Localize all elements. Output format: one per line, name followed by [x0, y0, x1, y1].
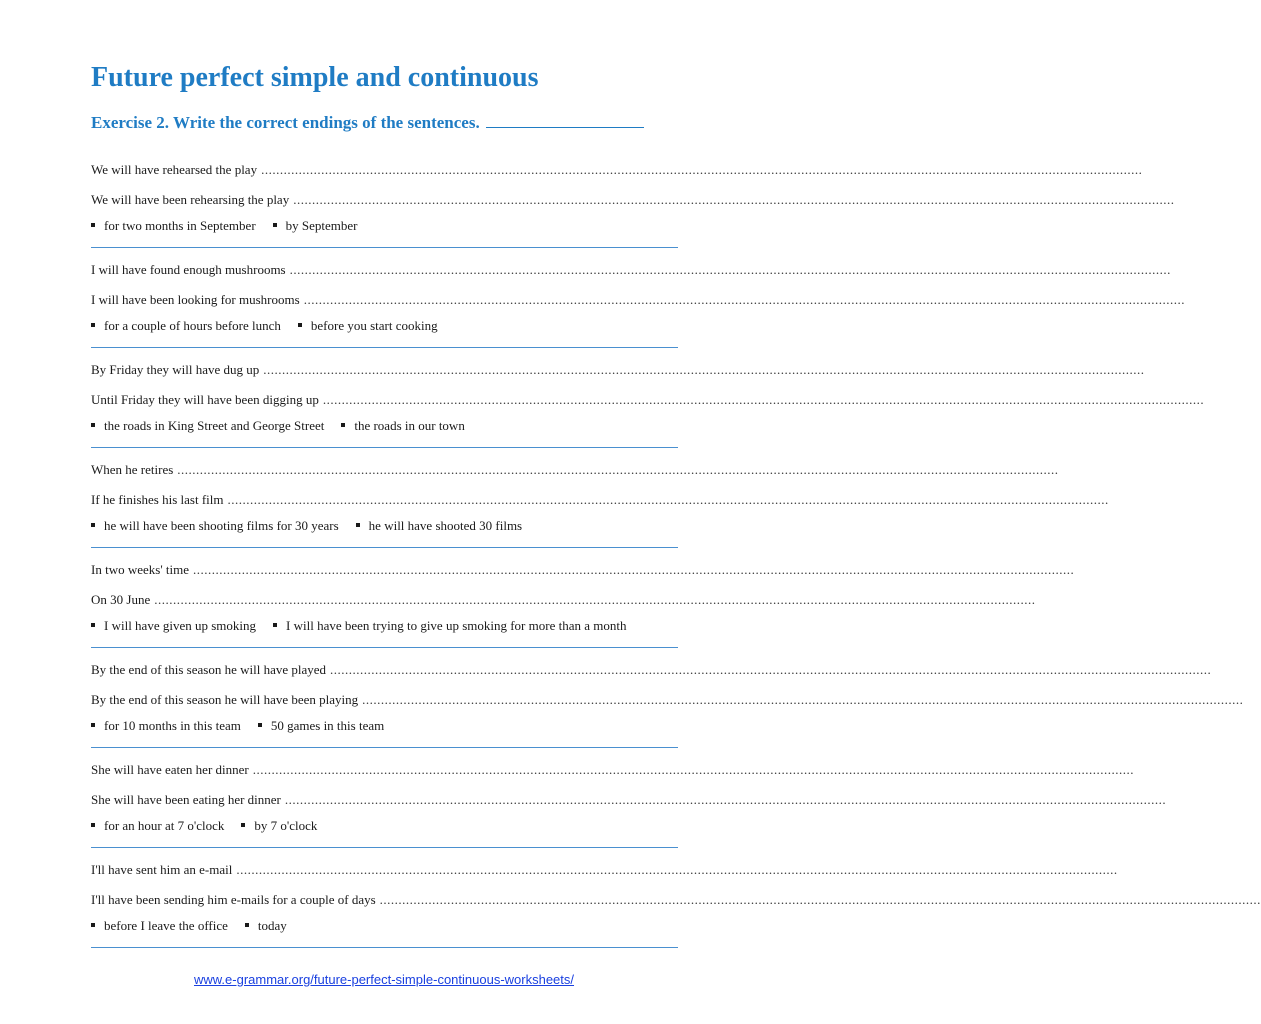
- bullet-icon: [245, 923, 249, 927]
- ending-option: [91, 617, 256, 634]
- footer-link[interactable]: www.e-grammar.org/future-perfect-simple-continuous-worksheets/: [193, 972, 575, 987]
- ending-option-text: for two months in September: [104, 218, 256, 233]
- bullet-icon: [91, 923, 95, 927]
- ending-option-text: 50 games in this team: [270, 718, 385, 733]
- bullet-icon: [91, 823, 95, 827]
- ending-option: [91, 517, 339, 534]
- ending-option: [273, 617, 626, 634]
- ending-option: [245, 917, 287, 934]
- exercise-block: [91, 248, 1185, 348]
- sentence-start: If he finishes his last film: [91, 492, 224, 507]
- ending-option-text: before you start cooking: [310, 318, 438, 333]
- ending-options: [91, 217, 678, 234]
- ending-option: [273, 217, 358, 234]
- ending-option: [341, 417, 464, 434]
- sentence-start: We will have rehearsed the play: [91, 162, 258, 177]
- exercise-heading: [91, 112, 678, 134]
- exercise-list: [91, 153, 1261, 948]
- exercise-block: [91, 748, 1167, 848]
- ending-option-text: I will have given up smoking: [104, 618, 257, 633]
- bullet-icon: [91, 623, 95, 627]
- ending-option: [91, 917, 228, 934]
- answer-blank[interactable]: ...........................................................................................................................................................................................................................................: [289, 262, 1171, 277]
- bullet-icon: [258, 723, 262, 727]
- sentence-line: [91, 691, 1244, 708]
- sentence-start: I'll have been sending him e-mails for a couple of days: [91, 892, 376, 907]
- answer-blank[interactable]: ...........................................................................................................................................................................................................................................: [177, 462, 1059, 477]
- ending-options: [91, 817, 678, 834]
- answer-blank[interactable]: ...........................................................................................................................................................................................................................................: [263, 362, 1145, 377]
- ending-option-text: he will have been shooting films for 30 years: [104, 518, 339, 533]
- ending-option-text: I will have been trying to give up smoking for more than a month: [286, 618, 627, 633]
- answer-blank[interactable]: ...........................................................................................................................................................................................................................................: [293, 192, 1175, 207]
- answer-blank[interactable]: ...........................................................................................................................................................................................................................................: [379, 892, 1261, 907]
- answer-blank[interactable]: ...........................................................................................................................................................................................................................................: [236, 862, 1118, 877]
- answer-blank[interactable]: ...........................................................................................................................................................................................................................................: [362, 692, 1244, 707]
- sentence-start: We will have been rehearsing the play: [91, 192, 290, 207]
- sentence-line: [91, 561, 1075, 578]
- exercise-block: [91, 153, 1175, 248]
- bullet-icon: [91, 223, 95, 227]
- ending-option: [91, 817, 224, 834]
- bullet-icon: [91, 723, 95, 727]
- sentence-line: [91, 891, 1261, 908]
- answer-blank[interactable]: ...........................................................................................................................................................................................................................................: [261, 162, 1143, 177]
- sentence-start: By Friday they will have dug up: [91, 362, 260, 377]
- ending-option: [298, 317, 438, 334]
- bullet-icon: [241, 823, 245, 827]
- sentence-start: By the end of this season he will have played: [91, 662, 327, 677]
- page-title: Future perfect simple and continuous: [91, 62, 539, 93]
- answer-blank[interactable]: ...........................................................................................................................................................................................................................................: [330, 662, 1212, 677]
- sentence-start: I will have been looking for mushrooms: [91, 292, 300, 307]
- exercise-block: [91, 648, 1244, 748]
- ending-options: [91, 717, 678, 734]
- ending-option-text: for an hour at 7 o'clock: [104, 818, 225, 833]
- ending-options: [91, 517, 678, 534]
- bullet-icon: [356, 523, 360, 527]
- exercise-block: [91, 848, 1261, 948]
- bullet-icon: [91, 523, 95, 527]
- ending-options: [91, 417, 678, 434]
- ending-option-text: by September: [285, 218, 358, 233]
- bullet-icon: [91, 423, 95, 427]
- ending-option: [241, 817, 317, 834]
- sentence-line: [91, 291, 1185, 308]
- heading-blank-line: [486, 112, 644, 128]
- sentence-line: [91, 491, 1109, 508]
- sentence-line: [91, 191, 1175, 208]
- sentence-line: [91, 591, 1036, 608]
- ending-option: [258, 717, 384, 734]
- answer-blank[interactable]: ...........................................................................................................................................................................................................................................: [252, 762, 1134, 777]
- exercise-heading-text: Exercise 2. Write the correct endings of the sentences.: [91, 113, 480, 132]
- ending-option: [91, 717, 241, 734]
- footer: [0, 972, 768, 987]
- sentence-start: Until Friday they will have been digging up: [91, 392, 319, 407]
- sentence-start: I'll have sent him an e-mail: [91, 862, 233, 877]
- ending-option-text: before I leave the office: [104, 918, 228, 933]
- sentence-start: By the end of this season he will have been playing: [91, 692, 359, 707]
- exercise-block: [91, 348, 1205, 448]
- sentence-line: [91, 461, 1059, 478]
- answer-blank[interactable]: ...........................................................................................................................................................................................................................................: [154, 592, 1036, 607]
- ending-option: [91, 317, 281, 334]
- bullet-icon: [91, 323, 95, 327]
- ending-options: [91, 317, 678, 334]
- sentence-start: When he retires: [91, 462, 174, 477]
- ending-option: [91, 417, 324, 434]
- ending-option-text: the roads in our town: [354, 418, 465, 433]
- ending-option-text: today: [257, 918, 287, 933]
- answer-blank[interactable]: ...........................................................................................................................................................................................................................................: [284, 792, 1167, 807]
- ending-option-text: he will have shooted 30 films: [368, 518, 523, 533]
- ending-option-text: for a couple of hours before lunch: [104, 318, 281, 333]
- ending-option-text: the roads in King Street and George Street: [104, 418, 325, 433]
- ending-option-text: by 7 o'clock: [254, 818, 318, 833]
- answer-blank[interactable]: ...........................................................................................................................................................................................................................................: [227, 492, 1109, 507]
- ending-option: [91, 217, 256, 234]
- sentence-line: [91, 161, 1143, 178]
- sentence-line: [91, 791, 1167, 808]
- ending-options: [91, 917, 678, 934]
- sentence-line: [91, 391, 1205, 408]
- sentence-line: [91, 261, 1171, 278]
- answer-blank[interactable]: ...........................................................................................................................................................................................................................................: [193, 562, 1075, 577]
- bullet-icon: [341, 423, 345, 427]
- sentence-start: She will have been eating her dinner: [91, 792, 281, 807]
- answer-blank[interactable]: ...........................................................................................................................................................................................................................................: [303, 292, 1185, 307]
- exercise-block: [91, 448, 1109, 548]
- sentence-line: [91, 661, 1212, 678]
- sentence-start: In two weeks' time: [91, 562, 190, 577]
- ending-options: [91, 617, 678, 634]
- sentence-start: I will have found enough mushrooms: [91, 262, 286, 277]
- worksheet-page: [91, 58, 1261, 948]
- sentence-line: [91, 761, 1134, 778]
- ending-option-text: for 10 months in this team: [104, 718, 241, 733]
- bullet-icon: [298, 323, 302, 327]
- sentence-start: On 30 June: [91, 592, 151, 607]
- ending-option: [356, 517, 522, 534]
- sentence-line: [91, 861, 1118, 878]
- exercise-block: [91, 548, 1075, 648]
- bullet-icon: [273, 223, 277, 227]
- answer-blank[interactable]: ...........................................................................................................................................................................................................................................: [322, 392, 1205, 407]
- sentence-start: She will have eaten her dinner: [91, 762, 249, 777]
- bullet-icon: [273, 623, 277, 627]
- sentence-line: [91, 361, 1145, 378]
